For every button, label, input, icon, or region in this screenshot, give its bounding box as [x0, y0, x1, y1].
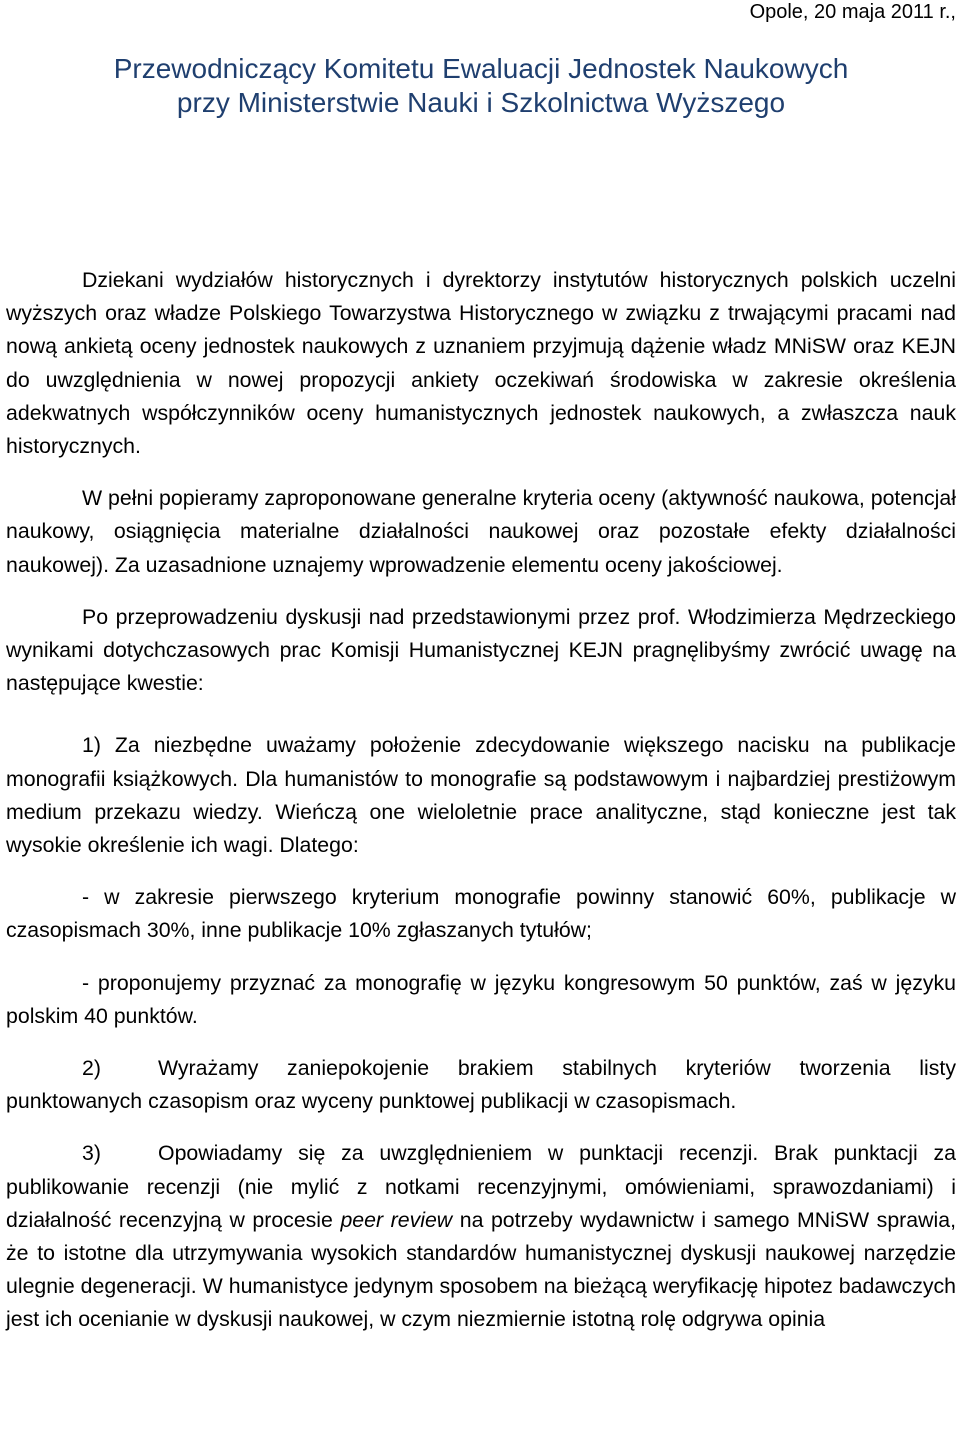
paragraph-intro: Dziekani wydziałów historycznych i dyrektorzy instytutów historycznych polskich uczelni wyższych oraz władze Polskiego Towarzystwa Historycznego w związku z trwającymi pracami nad nową ankietą oceny jednostek naukowych z uznaniem przyjmują dążenie władz MNiSW oraz KEJN do uwzględnienia w nowej propozycji ankiety oczekiwań środowiska w zakresie określenia adekwatnych współczynników oceny humanistycznych jednostek naukowych, a zwłaszcza nauk historycznych.: [6, 268, 956, 459]
point-2-text: Wyrażamy zaniepokojenie brakiem stabilnych kryteriów tworzenia listy punktowanych czasopism oraz wyceny punktowej publikacji w czasopismach.: [6, 1056, 956, 1114]
point-3-number: 3): [82, 1141, 101, 1166]
letter-date: Opole, 20 maja 2011 r.,: [749, 1, 956, 23]
paragraph-criteria: W pełni popieramy zaproponowane generalne kryteria oceny (aktywność naukowa, potencjał naukowy, osiągnięcia materialne działalności naukowej oraz pozostałe efekty działalności naukowej). Za uzasadnione uznajemy wprowadzenie elementu oceny jakościowej.: [6, 486, 956, 577]
paragraph-discussion: Po przeprowadzeniu dyskusji nad przedstawionymi przez prof. Włodzimierza Mędrzeckiego wynikami dotychczasowych prac Komisji Humanistycznej KEJN pragnęlibyśmy zwrócić uwagę na następujące kwestie:: [6, 604, 956, 696]
point-2-number: 2): [82, 1056, 101, 1081]
addressee-line-2: przy Ministerstwie Nauki i Szkolnictwa Wyższego: [176, 87, 786, 118]
addressee-heading: [6, 52, 956, 120]
paragraph-bullet-2: - proponujemy przyznać za monografię w języku kongresowym 50 punktów, zaś w języku polskim 40 punktów.: [6, 970, 956, 1028]
point-3-text-a: Opowiadamy się za uwzględnieniem w punktacji recenzji. Brak punktacji za publikowanie recenzji (nie mylić z notkami recenzyjnymi, omówieniami, sprawozdaniami) i działalność recenzyjną w procesie: [6, 1141, 956, 1232]
paragraph-point-1: 1) Za niezbędne uważamy położenie zdecydowanie większego nacisku na publikacje monografii książkowych. Dla humanistów to monografie są podstawowym i najbardziej prestiżowym medium przekazu wiedzy. Wieńczą one wieloletnie prace analityczne, stąd konieczne jest tak wysokie określenie ich wagi. Dlatego:: [6, 733, 956, 858]
point-3-emphasis: peer review: [340, 1207, 453, 1232]
paragraph-point-2: [6, 1052, 956, 1118]
addressee-line-1: Przewodniczący Komitetu Ewaluacji Jednostek Naukowych: [113, 53, 849, 84]
paragraph-bullet-1: - w zakresie pierwszego kryterium monografie powinny stanowić 60%, publikacje w czasopismach 30%, inne publikacje 10% zgłaszanych tytułów;: [6, 885, 956, 943]
document-page: [6, 0, 956, 1337]
point-3-text-b: na potrzeby wydawnictw i samego MNiSW sprawia, że to istotne dla utrzymywania wysokich standardów humanistycznej dyskusji naukowej narzędzie ulegnie degeneracji. W humanistyce jedynym sposobem na bieżącą weryfikację hipotez badawczych jest ich ocenianie w dyskusji naukowej, w czym niezmiernie istotną rolę odgrywa opinia: [6, 1207, 956, 1332]
paragraph-point-3: [6, 1137, 956, 1336]
